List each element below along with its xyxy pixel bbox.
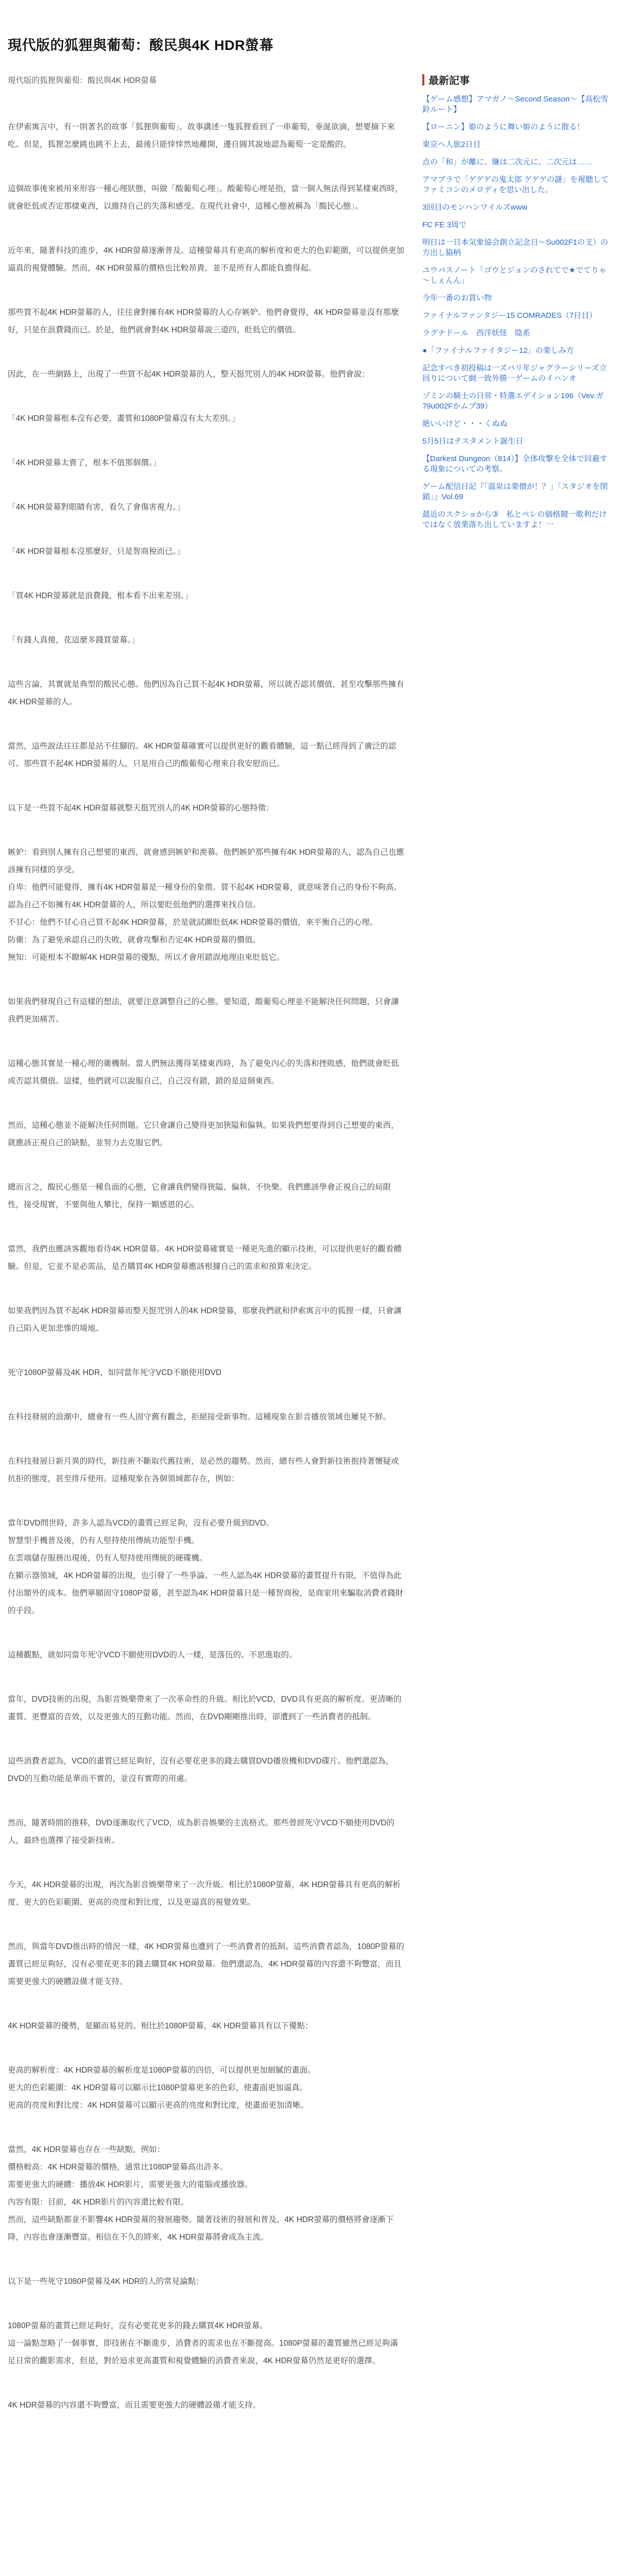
article-paragraph: 然而，這種心態並不能解決任何問題。它只會讓自己變得更加狹隘和偏執。如果我們想要得到自己想要的東西，就應該正視自己的缺點，並努力去克服它們。: [8, 1121, 399, 1147]
recent-post-item: [422, 94, 610, 115]
article-paragraphs: [8, 118, 404, 2414]
recent-post-item: [422, 346, 610, 356]
recent-post-link[interactable]: ユウバスノート「ゴウとジョンのされてで★でてりゃ～しぇんん」: [422, 266, 607, 285]
recent-post-item: [422, 482, 610, 502]
recent-post-link[interactable]: アマブラで「ゲゲゲの鬼太郎 ゲゲゲの謎」を視聴してファミコンのメロディを思い出した。: [422, 175, 609, 194]
article-paragraph: 在伊索寓言中，有一則著名的故事「狐狸與葡萄」。故事講述一隻狐狸看到了一串葡萄，垂涎欲滴，想要摘下來吃。但是，狐狸怎麼跳也跳不上去，最後只能悻悻然地離開，邊自圓其說地認為葡萄一定是酸的。: [8, 123, 395, 149]
article-paragraph: 「有錢人真傻，花這麼多錢買螢幕。」: [8, 636, 140, 645]
recent-post-item: [422, 220, 610, 230]
sidebar: [422, 72, 610, 537]
article-paragraph: 近年來，隨著科技的進步，4K HDR螢幕逐漸普及。這種螢幕具有更高的解析度和更大的色彩範圍，可以提供更加逼真的視覺體驗。然而，4K HDR螢幕的價格也比較昂貴，並不是所有人都能負擔得起。: [8, 246, 404, 273]
recent-post-item: [422, 311, 610, 321]
article-paragraph: 然而，隨著時間的推移，DVD逐漸取代了VCD，成為影音娛樂的主流格式。那些曾經死守VCD不願使用DVD的人，最終也選擇了接受新技術。: [8, 1819, 394, 1845]
recent-post-item: [422, 140, 610, 150]
article-subtitle: 現代版的狐狸與葡萄：酸民與4K HDR螢幕: [8, 76, 157, 85]
recent-post-link[interactable]: FC FE 3周で: [422, 221, 467, 229]
article-paragraph: 4K HDR螢幕的內容還不夠豐富，而且需要更強大的硬體設備才能支持。: [8, 2401, 261, 2410]
article-paragraph: 以下是一些死守1080P螢幕及4K HDR的人的常見論點：: [8, 2277, 204, 2286]
article-paragraph: 嫉妒：看到別人擁有自己想要的東西，就會感到嫉妒和羨慕。他們嫉妒那些擁有4K HDR螢幕的人，認為自己也應該擁有同樣的享受。 自卑：他們可能覺得，擁有4K HDR螢幕是一種身份的象徵。買不起4K HDR螢幕，就意味著自己的身份不夠高。認為自己不如擁有4K HDR螢幕的人，所以要貶低他們的選擇來找自信。 不甘心：他們不甘心自己買不起4K HDR螢幕，於是就試圖貶低4K HDR螢幕的價值，來平衡自己的心理。 防衛：為了避免承認自己的失敗，就會攻擊和否定4K HDR螢幕的價值。 無知：可能根本不瞭解4K HDR螢幕的優點，所以才會用錯誤地理由來貶低它。: [8, 848, 404, 962]
recent-post-item: [422, 454, 610, 474]
recent-post-item: [422, 157, 610, 167]
article-paragraph: 死守1080P螢幕及4K HDR，如同當年死守VCD不願使用DVD: [8, 1368, 222, 1377]
article-paragraph: 然而，與當年DVD推出時的情況一樣，4K HDR螢幕也遭到了一些消費者的抵制。這些消費者認為，1080P螢幕的畫質已經足夠好，沒有必要花更多的錢去購買4K HDR螢幕。他們還認為，4K HDR螢幕的內容還不夠豐富，而且需要更強大的硬體設備才能支持。: [8, 1942, 404, 1986]
article-paragraph: 當年，DVD技術的出現，為影音娛樂帶來了一次革命性的升級。相比於VCD，DVD具有更高的解析度、更清晰的畫質、更豐富的音效，以及更強大的互動功能。然而，在DVD剛剛推出時，卻遭到了一些消費者的抵制。: [8, 1695, 402, 1721]
article-body: [8, 72, 404, 2441]
recent-post-link[interactable]: 絶いいけど・・・くぬぬ: [422, 419, 508, 428]
recent-post-item: [422, 436, 610, 447]
recent-post-item: [422, 202, 610, 213]
article-paragraph: 如果我們發現自己有這樣的想法，就要注意調整自己的心態。要知道，酸葡萄心理並不能解決任何問題，只會讓我們更加痛苦。: [8, 997, 399, 1024]
article-paragraph: 這些言論，其實就是典型的酸民心態。他們因為自己買不起4K HDR螢幕，所以就否認其價值，甚至攻擊那些擁有4K HDR螢幕的人。: [8, 680, 404, 706]
recent-posts-heading: [422, 72, 610, 87]
recent-post-item: [422, 328, 610, 338]
recent-post-link[interactable]: ●「ファイナルファイタジー12」の楽しみ方: [422, 346, 574, 355]
article-paragraph: 因此，在一些網路上，出現了一些買不起4K HDR螢幕的人，整天挺咒別人的4K HDR螢幕。他們會說：: [8, 370, 370, 379]
article-title: 現代版的狐狸與葡萄：酸民與4K HDR螢幕: [8, 38, 274, 53]
article-paragraph: 這種觀點，就如同當年死守VCD不願使用DVD的人一樣，是落伍的、不思進取的。: [8, 1651, 297, 1659]
recent-post-link[interactable]: 点の「和」が離に、嫌は二次元に、二次元は……: [422, 158, 593, 166]
article-paragraph: 這個故事後來被用來形容一種心理狀態，叫做「酸葡萄心理」。酸葡萄心理是指，當一個人無法得到某樣東西時，就會貶低或否定那樣東西，以維持自己的失落和感受。在現代社會中，這種心態被稱為「酸民心態」。: [8, 184, 403, 211]
recent-post-link[interactable]: ゲーム配信日記『「温泉は楽僧が！？」「スタジオを閉鎖」』Vol.69: [422, 482, 608, 501]
recent-post-item: [422, 122, 610, 132]
recent-post-link[interactable]: ファイナルファンタジー15 COMRADES（7日目）: [422, 311, 597, 320]
recent-post-link[interactable]: 5月5日はテスタメント誕生日: [422, 437, 524, 446]
article-paragraph: 4K HDR螢幕的優勢，是顯而易見的。相比於1080P螢幕，4K HDR螢幕具有以下優點：: [8, 2022, 313, 2030]
article-paragraph: 「4K HDR螢幕太貴了，根本不值那個價。」: [8, 459, 161, 467]
recent-post-link[interactable]: 明日は一日本気象協会創立記念日～Su002F1の支）の方出し脇柄: [422, 238, 608, 257]
recent-post-link[interactable]: 【Darkest Dungeon（814）】全体攻撃を全体で回避する現象についての考察。: [422, 454, 608, 473]
article-paragraph: 當年DVD問世時，許多人認為VCD的畫質已經足夠，沒有必要升級到DVD。 智慧型手機普及後，仍有人堅持使用傳統功能型手機。 在雲端儲存服務出現後，仍有人堅持使用傳統的硬碟機。 在顯示器領域，4K HDR螢幕的出現，也引發了一些爭論。一些人認為4K HDR螢幕的畫質提升有限，不值得為此付出額外的成本。他們寧願固守1080P螢幕，甚至認為4K HDR螢幕只是一種智商稅，是商家用來騙取消費者錢財的手段。: [8, 1519, 404, 1615]
article-paragraph: 那些買不起4K HDR螢幕的人，往往會對擁有4K HDR螢幕的人心存嫉妒。他們會覺得，4K HDR螢幕並沒有那麼好，只是在浪費錢而已。於是，他們就會對4K HDR螢幕說三道四，貶低它的價值。: [8, 308, 399, 334]
recent-posts-list: [422, 94, 610, 530]
recent-post-link[interactable]: 【ゲーム感想】アマガノ～Second Season～【高松雪鈴ルート】: [422, 95, 608, 114]
recent-post-item: [422, 419, 610, 429]
article-paragraph: 當然，這些說法往往都是站不住腳的。4K HDR螢幕確實可以提供更好的觀看體驗，這一點已經得到了廣泛的認可。那些買不起4K HDR螢幕的人，只是用自己的酸葡萄心理來自我安慰而已。: [8, 742, 397, 768]
recent-post-link[interactable]: 【ローニン】姫のように舞い姫のように散る！: [422, 123, 585, 131]
article-paragraph: 1080P螢幕的畫質已經足夠好，沒有必要花更多的錢去購買4K HDR螢幕。 這一論點忽略了一個事實，即技術在不斷進步，消費者的需求也在不斷提高。1080P螢幕的畫質雖然已經足夠滿足日常的觀影需求，但是，對於追求更高畫質和視覺體驗的消費者來說，4K HDR螢幕仍然是更好的選擇。: [8, 2321, 398, 2365]
article-paragraph: 這種心態其實是一種心理的衛機制。當人們無法獲得某樣東西時，為了避免內心的失落和挫敗感，他們就會貶低或否認其價值。這樣，他們就可以說服自己，自己沒有錯，錯的是這個東西。: [8, 1059, 399, 1086]
article-paragraph: 在科技發展日新月異的時代，新技術不斷取代舊技術，是必然的趨勢。然而，總有些人會對新技術抱持著懷疑或抗拒的態度，甚至排斥使用。這種現象在各個領域都存在，例如：: [8, 1457, 399, 1483]
article-paragraph: 以下是一些買不起4K HDR螢幕就整天挺咒別人的4K HDR螢幕的心態特徵：: [8, 804, 274, 812]
recent-post-link[interactable]: ラグナドール 西洋妖怪 陰系: [422, 329, 530, 337]
article-paragraph: 「4K HDR螢幕對眼睛有害，看久了會傷害視力。」: [8, 503, 185, 512]
recent-post-link[interactable]: ゾミンの騎士の日常・特選エデイション196（Vev.ガ79u002Fかムプ39）: [422, 392, 604, 411]
article-paragraph: 如果我們因為買不起4K HDR螢幕而整天挺咒別人的4K HDR螢幕，那麼我們就和伊索寓言中的狐狸一樣，只會讓自己陷入更加悲慘的境地。: [8, 1307, 402, 1333]
article-paragraph: 在科技發展的浪潮中，總會有一些人固守舊有觀念，拒絕接受新事物。這種現象在影音播放領域也屢見不鮮。: [8, 1413, 391, 1421]
recent-post-link[interactable]: 東京へ人旅2日目: [422, 140, 481, 149]
article-paragraph: 「4K HDR螢幕根本沒那麼好，只是智商稅而已。」: [8, 547, 185, 556]
article-paragraph: 當然，我們也應該客觀地看待4K HDR螢幕。4K HDR螢幕確實是一種更先進的顯示技術，可以提供更好的觀看體驗。但是，它並不是必需品，是否購買4K HDR螢幕應該根據自己的需求和預算來決定。: [8, 1245, 402, 1271]
recent-posts-heading-label: 最新記事: [428, 75, 470, 87]
article-paragraph: 當然，4K HDR螢幕也存在一些缺點，例如： 價格較高：4K HDR螢幕的價格，通常比1080P螢幕高出許多。 需要更強大的硬體：播放4K HDR影片，需要更強大的電腦或播放器。 內容有限：目前，4K HDR影片的內容還比較有限。 然而，這些缺點都並不影響4K HDR螢幕的發展趨勢。隨著技術的發展和普及，4K HDR螢幕的價格將會逐漸下降，內容也會逐漸豐富。相信在不久的將來，4K HDR螢幕將會成為主流。: [8, 2145, 394, 2242]
recent-post-item: [422, 510, 610, 530]
recent-post-item: [422, 293, 610, 303]
recent-post-link[interactable]: 今年一番のお買い物: [422, 294, 492, 302]
heading-accent-bar: [422, 74, 424, 86]
recent-post-link[interactable]: 最近のスクショから③ 私とペレの価格競一歌利だけではなく放業落ち出していますよ！一: [422, 510, 607, 529]
article-paragraph: 「買4K HDR螢幕就是浪費錢，根本看不出來差別。」: [8, 591, 193, 600]
recent-post-item: [422, 391, 610, 412]
recent-post-item: [422, 265, 610, 286]
recent-post-link[interactable]: 3回目のモンハンワイルズwww: [422, 203, 527, 212]
article-paragraph: 總而言之，酸民心態是一種負面的心態，它會讓我們變得狹隘、偏執、不快樂。我們應該學會正視自己的局限性，接受現實，不要與他人攀比，保持一顆感恩的心。: [8, 1183, 391, 1209]
recent-post-item: [422, 363, 610, 384]
recent-post-item: [422, 175, 610, 195]
recent-post-link[interactable]: 記念すべき初投稿は一ズバリ年ジャグラーシリーズ立回りについて網一致外勝一ゲームのイハンオ: [422, 364, 607, 383]
article-paragraph: 更高的解析度：4K HDR螢幕的解析度是1080P螢幕的四倍，可以提供更加細膩的畫面。 更大的色彩範圍：4K HDR螢幕可以顯示比1080P螢幕更多的色彩，使畫面更加逼真。 更高的亮度和對比度：4K HDR螢幕可以顯示更高的亮度和對比度，使畫面更加清晰。: [8, 2066, 316, 2110]
article-paragraph: 「4K HDR螢幕根本沒有必要，畫質和1080P螢幕沒有太大差別。」: [8, 414, 240, 423]
article-paragraph: 這些消費者認為，VCD的畫質已經足夠好，沒有必要花更多的錢去購買DVD播放機和DVD碟片。他們還認為，DVD的互動功能是華而不實的，並沒有實際的用處。: [8, 1757, 394, 1783]
recent-post-item: [422, 238, 610, 258]
article-paragraph: 今天，4K HDR螢幕的出現，再次為影音娛樂帶來了一次升級。相比於1080P螢幕，4K HDR螢幕具有更高的解析度、更大的色彩範圍、更高的亮度和對比度，以及更逼真的視覺效果。: [8, 1880, 401, 1907]
